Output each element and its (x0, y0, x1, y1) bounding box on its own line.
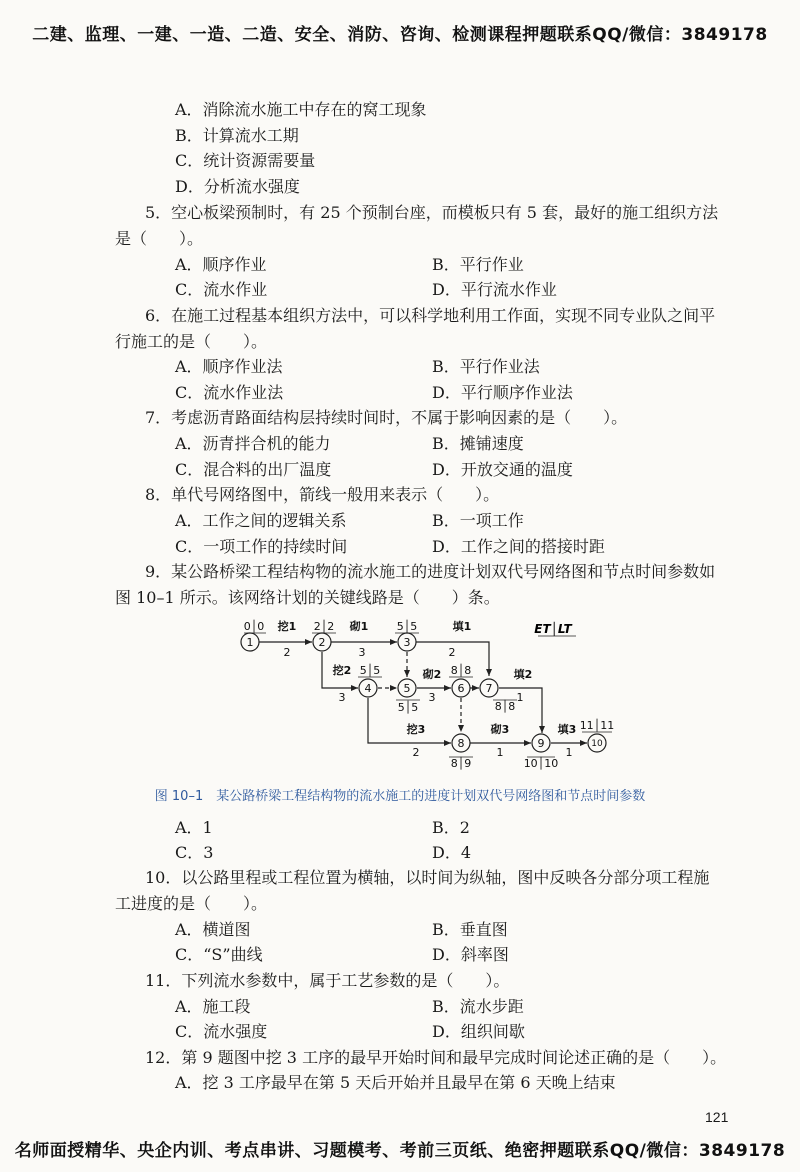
q7-option-b: B．摊铺速度 (432, 434, 524, 453)
duration-fill3: 1 (565, 746, 573, 759)
q9-stem-line2: 图 10–1 所示。该网络计划的关键线路是（ ）条。 (115, 588, 500, 607)
q8-option-a: A．工作之间的逻辑关系 (175, 511, 347, 530)
time-node-4: 5│5 (359, 664, 381, 677)
node-2-label: 2 (318, 636, 326, 649)
activity-masonry1: 砌1 (349, 620, 369, 633)
q8-option-d: D．工作之间的搭接时距 (432, 537, 605, 556)
node-1-label: 1 (246, 636, 254, 649)
q10-stem-line2: 工进度的是（ ）。 (115, 894, 268, 913)
page-number: 121 (705, 1109, 729, 1125)
q8-option-b: B．一项工作 (432, 511, 524, 530)
q10-option-a: A．横道图 (175, 920, 251, 939)
q11-option-b: B．流水步距 (432, 997, 524, 1016)
time-node-7: 8│8 (494, 700, 516, 713)
q5-stem-line2: 是（ ）。 (115, 229, 204, 248)
q5-option-d: D．平行流水作业 (432, 280, 557, 299)
time-node-10: 11│11 (579, 719, 615, 732)
q8-option-c: C．一项工作的持续时间 (175, 537, 348, 556)
duration-fill1: 2 (448, 646, 456, 659)
time-node-9: 10│10 (523, 757, 559, 770)
q4-option-a: A．消除流水施工中存在的窝工现象 (175, 100, 427, 119)
node-9-label: 9 (537, 737, 545, 750)
q7-stem: 7．考虑沥青路面结构层持续时间时，不属于影响因素的是（ ）。 (145, 408, 628, 427)
q4-option-b: B．计算流水工期 (175, 126, 299, 145)
node-5-label: 5 (403, 682, 411, 695)
q7-option-d: D．开放交通的温度 (432, 460, 573, 479)
q9-stem-line1: 9．某公路桥梁工程结构物的流水施工的进度计划双代号网络图和节点时间参数如 (145, 562, 716, 581)
q12-stem: 12．第 9 题图中挖 3 工序的最早开始时间和最早完成时间论述正确的是（ ）。 (145, 1048, 727, 1067)
q5-option-c: C．流水作业 (175, 280, 268, 299)
node-6-label: 6 (457, 682, 465, 695)
q5-stem-line1: 5．空心板梁预制时，有 25 个预制台座，而模板只有 5 套，最好的施工组织方法 (145, 203, 719, 222)
q6-option-c: C．流水作业法 (175, 383, 284, 402)
q11-option-a: A．施工段 (175, 997, 251, 1016)
activity-fill2: 填2 (513, 668, 533, 681)
q5-option-a: A．顺序作业 (175, 255, 267, 274)
legend-et-lt: ET│LT (534, 622, 572, 636)
activity-dig3: 挖3 (406, 723, 426, 736)
q10-stem-line1: 10．以公路里程或工程位置为横轴，以时间为纵轴，图中反映各分部分项工程施 (145, 868, 710, 887)
activity-dig1: 挖1 (277, 620, 297, 633)
q10-option-d: D．斜率图 (432, 945, 509, 964)
q9-option-b: B．2 (432, 818, 470, 837)
time-node-2: 2│2 (313, 620, 335, 633)
activity-masonry2: 砌2 (422, 668, 442, 681)
time-node-3: 5│5 (396, 620, 418, 633)
q10-option-b: B．垂直图 (432, 920, 508, 939)
time-node-6: 8│8 (450, 664, 472, 677)
node-7-label: 7 (485, 682, 493, 695)
q10-option-c: C．“S”曲线 (175, 945, 263, 964)
node-8-label: 8 (457, 737, 465, 750)
q11-option-d: D．组织间歇 (432, 1022, 525, 1041)
node-3-label: 3 (403, 636, 411, 649)
q7-option-a: A．沥青拌合机的能力 (175, 434, 331, 453)
q9-option-d: D．4 (432, 843, 472, 862)
q4-option-d: D．分析流水强度 (175, 177, 300, 196)
q6-stem-line2: 行施工的是（ ）。 (115, 332, 268, 351)
duration-dig2: 3 (338, 691, 346, 704)
time-node-5: 5│5 (397, 701, 419, 714)
duration-dig1: 2 (283, 646, 291, 659)
activity-fill1: 填1 (452, 620, 472, 633)
duration-masonry3: 1 (496, 746, 504, 759)
footer-banner: 名师面授精华、央企内训、考点串讲、习题模考、考前三页纸、绝密押题联系QQ/微信：3849178 (14, 1141, 786, 1161)
activity-fill3: 填3 (557, 723, 577, 736)
q4-option-c: C．统计资源需要量 (175, 151, 316, 170)
figure-caption: 图 10–1 某公路桥梁工程结构物的流水施工的进度计划双代号网络图和节点时间参数 (154, 789, 646, 804)
q6-option-b: B．平行作业法 (432, 357, 540, 376)
duration-masonry1: 3 (358, 646, 366, 659)
duration-dig3: 2 (412, 746, 420, 759)
activity-dig2: 挖2 (332, 664, 352, 677)
header-banner: 二建、监理、一建、一造、二造、安全、消防、咨询、检测课程押题联系QQ/微信：3849178 (32, 25, 768, 45)
q7-option-c: C．混合料的出厂温度 (175, 460, 332, 479)
time-node-8: 8│9 (450, 757, 472, 770)
q9-option-c: C．3 (175, 843, 214, 862)
q6-option-d: D．平行顺序作业法 (432, 383, 573, 402)
activity-masonry3: 砌3 (490, 723, 510, 736)
q6-stem-line1: 6．在施工过程基本组织方法中，可以科学地利用工作面，实现不同专业队之间平 (145, 306, 716, 325)
q8-stem: 8．单代号网络图中，箭线一般用来表示（ ）。 (145, 485, 500, 504)
time-node-1: 0│0 (243, 620, 265, 633)
q12-option-a: A．挖 3 工序最早在第 5 天后开始并且最早在第 6 天晚上结束 (175, 1073, 616, 1092)
node-10-label: 10 (591, 739, 603, 749)
node-4-label: 4 (364, 682, 372, 695)
q11-option-c: C．流水强度 (175, 1022, 268, 1041)
duration-fill2: 1 (516, 691, 524, 704)
q9-option-a: A．1 (175, 818, 213, 837)
duration-masonry2: 3 (428, 691, 436, 704)
q11-stem: 11．下列流水参数中，属于工艺参数的是（ ）。 (145, 971, 510, 990)
q5-option-b: B．平行作业 (432, 255, 524, 274)
q6-option-a: A．顺序作业法 (175, 357, 283, 376)
